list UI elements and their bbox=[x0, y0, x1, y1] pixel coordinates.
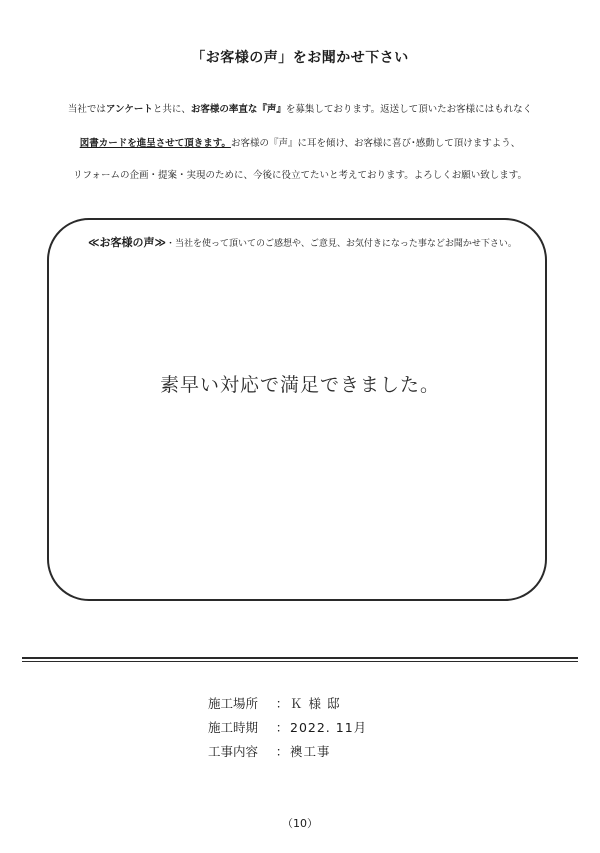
voice-box-header bbox=[85, 234, 520, 250]
intro-underlined: 図書カードを進呈させて頂きます。 bbox=[79, 138, 231, 149]
info-separator: ： bbox=[275, 744, 289, 759]
intro-text: を募集しております。返送して頂いたお客様にはもれなく bbox=[285, 104, 533, 115]
divider bbox=[22, 661, 578, 662]
intro-text: お客様の『声』に耳を傾け、お客様に喜び･感動して頂けますよう、 bbox=[230, 138, 521, 149]
page-number: （10） bbox=[282, 817, 318, 830]
info-separator: ： bbox=[275, 696, 289, 711]
customer-voice-box bbox=[47, 218, 547, 601]
info-value: Ｋ 様 邸 bbox=[290, 696, 341, 711]
info-label: 施工場所 bbox=[208, 696, 259, 711]
intro-line-1 bbox=[0, 101, 600, 115]
info-label: 工事内容 bbox=[208, 744, 259, 759]
info-separator: ： bbox=[275, 720, 289, 735]
intro-emphasis: アンケート bbox=[105, 104, 153, 115]
divider bbox=[22, 657, 578, 659]
intro-text: 当社では bbox=[67, 104, 106, 115]
voice-box-title: ≪お客様の声≫ bbox=[88, 236, 167, 249]
info-row-work bbox=[208, 742, 331, 760]
info-value: 襖工事 bbox=[290, 744, 331, 759]
intro-emphasis: お客様の率直な『声』 bbox=[190, 104, 286, 115]
customer-comment: 素早い対応で満足できました。 bbox=[159, 374, 440, 396]
intro-line-3: リフォームの企画・提案・実現のために、今後に役立てたいと考えております。よろしくお願い致します。 bbox=[72, 170, 527, 181]
info-row-location bbox=[208, 694, 340, 712]
info-label: 施工時期 bbox=[208, 720, 259, 735]
info-value: 2022. 11月 bbox=[290, 720, 368, 735]
intro-line-2 bbox=[0, 135, 600, 149]
intro-text: と共に、 bbox=[152, 104, 191, 115]
voice-box-note: ・当社を使って頂いてのご感想や、ご意見、お気付きになった事などお聞かせ下さい。 bbox=[166, 239, 517, 249]
info-row-period bbox=[208, 718, 367, 736]
page-title: 「お客様の声」をお聞かせ下さい bbox=[191, 50, 409, 66]
